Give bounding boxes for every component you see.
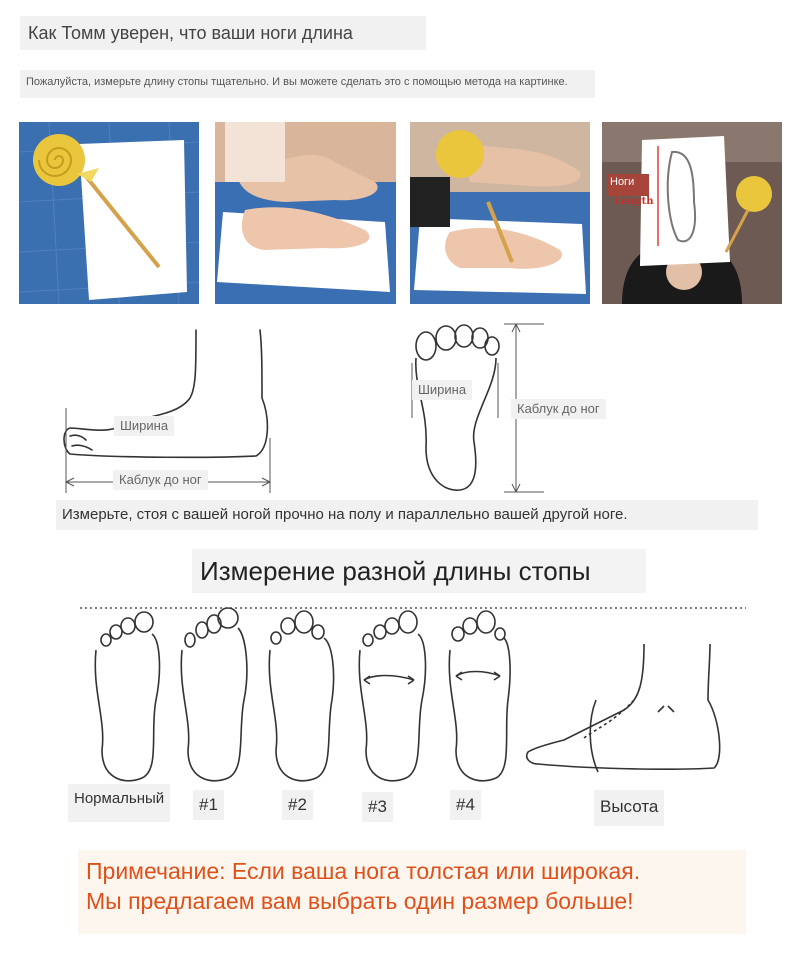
instruction-text: Пожалуйста, измерьте длину стопы тщательно. И вы можете сделать это с помощью метода на картинке. — [20, 70, 595, 98]
size-note — [78, 850, 746, 934]
card-label-top: Ноги — [610, 176, 635, 188]
label-type-4: #4 — [450, 790, 481, 820]
card-label-bottom: Length — [614, 196, 654, 207]
note-line-1: Примечание: Если ваша нога толстая или широкая. — [86, 858, 641, 884]
photo-foot-on-paper — [215, 122, 396, 304]
side-width-label: Ширина — [114, 416, 174, 436]
label-type-2: #2 — [282, 790, 313, 820]
section-title: Измерение разной длины стопы — [192, 549, 646, 593]
photo-lollipop-pencil — [19, 122, 199, 304]
page-title: Как Томм уверен, что ваши ноги длина — [20, 16, 426, 50]
measure-note: Измерьте, стоя с вашей ногой прочно на полу и параллельно вашей другой ноге. — [56, 500, 758, 530]
label-height: Высота — [594, 790, 664, 826]
label-type-1: #1 — [193, 790, 224, 820]
top-length-label: Каблук до ног — [511, 399, 606, 419]
photo-tracing-foot — [410, 122, 590, 304]
note-line-2: Мы предлагаем вам выбрать один размер больше! — [86, 888, 634, 914]
foot-types-illustration — [78, 600, 750, 790]
top-width-label: Ширина — [412, 380, 472, 400]
side-length-label: Каблук до ног — [113, 470, 208, 490]
label-type-3: #3 — [362, 792, 393, 822]
photo-person-with-card — [602, 122, 782, 304]
label-normal: Нормальный — [68, 784, 170, 822]
